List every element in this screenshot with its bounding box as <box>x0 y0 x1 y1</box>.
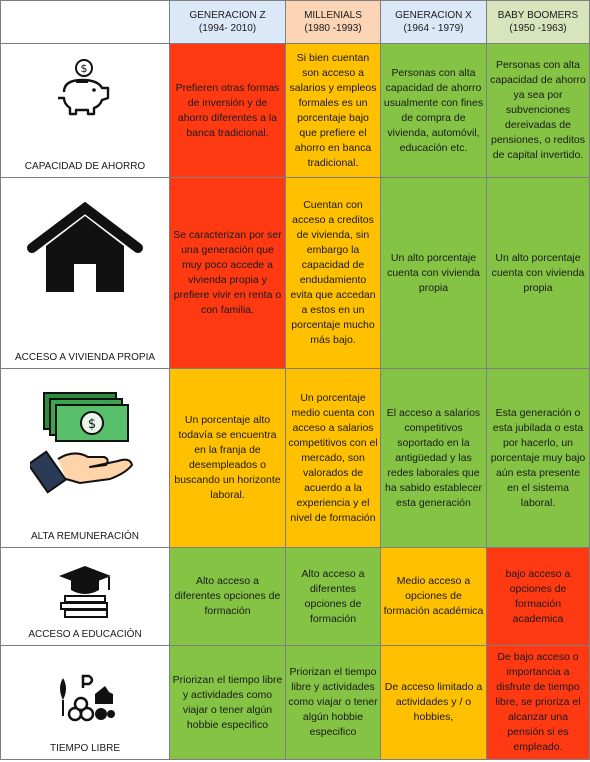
house-icon <box>1 202 169 294</box>
row-label: ALTA REMUNERACIÓN <box>31 531 139 542</box>
row-acceso-a-vivienda <box>1 178 590 369</box>
cell-millenials: Cuentan con acceso a creditos de vivienda, sin embargo la capacidad de endudamiento evita que accedan a estos en un porcentaje mucho más bajo. <box>286 178 381 369</box>
cell-baby-boomers: Personas con alta capacidad de ahorro ya sea por subvenciones dereivadas de pensiones, o reditos de capital invertido. <box>487 44 590 178</box>
cell-generacion-z: Prefieren otras formas de inversión y de ahorro diferentes a la banca tradicional. <box>170 44 286 178</box>
row-label-cell <box>1 646 170 760</box>
header-name: GENERACION X <box>395 10 472 21</box>
cell-generacion-z: Alto acceso a diferentes opciones de formación <box>170 548 286 646</box>
svg-text:$: $ <box>80 62 88 75</box>
header-years: (1950 -1963) <box>509 23 567 34</box>
row-label: TIEMPO LIBRE <box>49 743 120 754</box>
cell-generacion-x: Medio acceso a opciones de formación académica <box>381 548 487 646</box>
cell-baby-boomers: Un alto porcentaje cuenta con vivienda propia <box>487 178 590 369</box>
cell-baby-boomers: De bajo acceso o importancia a disfrute de tiempo libre, se prioriza el alcanzar una pensión si es empleado. <box>487 646 590 760</box>
header-millenials <box>286 1 381 44</box>
cell-millenials: Si bien cuentan son acceso a salarios y empleos formales es un porcentaje bajo que prefiere el ahorro en banca tradicional. <box>286 44 381 178</box>
cell-generacion-x: De acceso limitado a actividades y / o hobbies, <box>381 646 487 760</box>
header-name: GENERACION Z <box>189 10 266 21</box>
cell-millenials: Alto acceso a diferentes opciones de formación <box>286 548 381 646</box>
row-label-cell <box>1 369 170 548</box>
graduation-books-icon <box>1 562 169 620</box>
cell-generacion-z: Un porcentaje alto todavía se encuentra en la franja de desempleados o buscando un horizonte laboral. <box>170 369 286 548</box>
row-tiempo-libre <box>1 646 590 760</box>
cell-generacion-z: Priorizan el tiempo libre y actividades como viajar o tener algún hobbie especifico <box>170 646 286 760</box>
cell-generacion-x: El acceso a salarios competitivos soportado en la antigüedad y las redes laborales que ha sabido establecer esta generación <box>381 369 487 548</box>
header-generacion-x <box>381 1 487 44</box>
cell-baby-boomers: Esta generación o esta jubilada o esta por hacerlo, un porcentaje muy bajo aún esta presente en el sistema laboral. <box>487 369 590 548</box>
header-years: (1964 - 1979) <box>403 23 464 34</box>
header-empty-cell <box>1 1 170 44</box>
header-generacion-z <box>170 1 286 44</box>
row-label-cell <box>1 44 170 178</box>
cell-generacion-x: Personas con alta capacidad de ahorro usualmente con fines de compra de vivienda, automóvil, educación etc. <box>381 44 487 178</box>
row-label-cell <box>1 548 170 646</box>
cell-millenials: Un porcentaje medio cuenta con acceso a salarios competitivos con el mercado, son valorados de acuerdo a la experiencia y el nivel de formación <box>286 369 381 548</box>
header-baby-boomers <box>487 1 590 44</box>
header-years: (1994- 2010) <box>198 23 257 34</box>
row-capacidad-de-ahorro <box>1 44 590 178</box>
row-acceso-a-educacion <box>1 548 590 646</box>
piggy-bank-icon <box>1 58 169 118</box>
cell-generacion-z: Se caracterizan por ser una generación que muy poco accede a vivienda propia y prefiere vivir en renta o con familia. <box>170 178 286 369</box>
row-label: CAPACIDAD DE AHORRO <box>24 161 146 172</box>
row-label: ACCESO A VIVIENDA PROPIA <box>14 352 156 363</box>
cell-baby-boomers: bajo acceso a opciones de formación academica <box>487 548 590 646</box>
row-label-cell <box>1 178 170 369</box>
cell-millenials: Priorizan el tiempo libre y actividades como viajar o tener algún hobbie especifico <box>286 646 381 760</box>
header-years: (1980 -1993) <box>304 23 362 34</box>
header-name: BABY BOOMERS <box>497 10 579 21</box>
leisure-activities-icon <box>1 670 169 726</box>
row-label: ACCESO A EDUCACIÓN <box>28 629 142 640</box>
money-hand-icon <box>1 387 169 497</box>
header-row <box>1 1 590 44</box>
row-alta-remuneracion <box>1 369 590 548</box>
header-name: MILLENIALS <box>304 10 362 21</box>
cell-generacion-x: Un alto porcentaje cuenta con vivienda propia <box>381 178 487 369</box>
svg-text:$: $ <box>87 417 97 432</box>
